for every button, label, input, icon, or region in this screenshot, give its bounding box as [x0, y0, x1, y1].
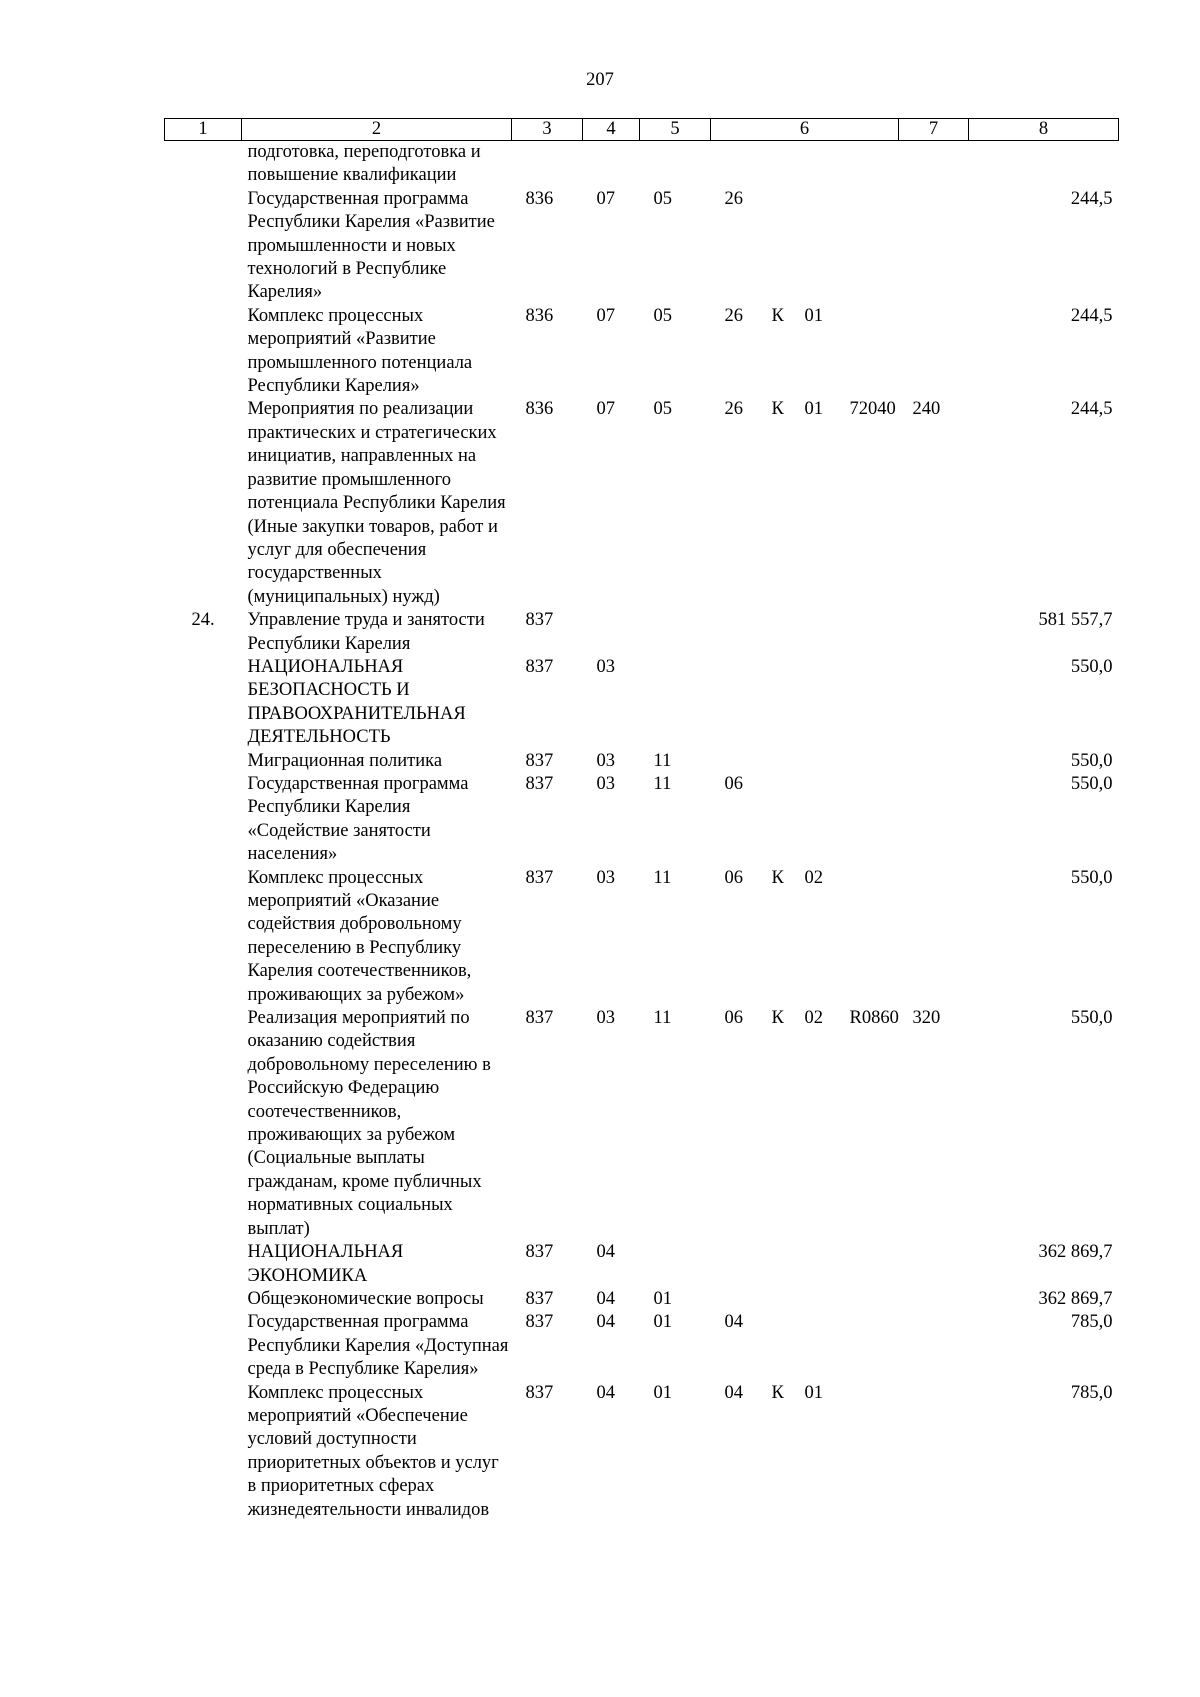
table-row	[165, 656, 1119, 750]
row-ministry-code: 836	[525, 305, 554, 326]
row-name: Государственная программа Республики Карелия «Доступная среда в Республике Карелия»	[247, 1312, 509, 1380]
row-expense-type	[899, 188, 969, 305]
row-subsection: 11	[653, 750, 672, 771]
row-subsection: 11	[653, 773, 672, 794]
row-number	[165, 398, 242, 609]
row-number	[165, 141, 242, 188]
row-section: 07	[596, 188, 615, 209]
row-expense-type	[899, 1382, 969, 1522]
row-subsection	[640, 1241, 711, 1288]
row-number	[165, 305, 242, 399]
column-header: 7	[899, 119, 969, 141]
row-name: Мероприятия по реализации практических и стратегических инициатив, направленных на развитие промышленного потенциала Республики Карелия (Иные закупки товаров, работ и услуг для обеспечения государственных (муниципальных) нужд)	[247, 399, 506, 607]
table-row	[165, 1241, 1119, 1288]
row-name: подготовка, переподготовка и повышение квалификации	[247, 142, 481, 186]
row-subsection	[640, 656, 711, 750]
row-ministry-code: 837	[525, 610, 554, 631]
row-ministry-code: 837	[525, 656, 554, 677]
row-sum: 244,5	[1070, 188, 1113, 209]
table-row	[165, 1007, 1119, 1241]
row-number: 24.	[191, 610, 215, 631]
row-name: Общеэкономические вопросы	[247, 1288, 484, 1309]
row-expense-type	[899, 750, 969, 773]
row-subsection	[640, 609, 711, 656]
row-section: 04	[596, 1242, 615, 1263]
row-program: 04	[724, 1382, 743, 1403]
row-subsection: 11	[653, 867, 672, 888]
row-direction	[836, 141, 899, 188]
column-header: 4	[583, 119, 640, 141]
row-subsection: 01	[653, 1288, 672, 1309]
column-header: 1	[165, 119, 242, 141]
row-program-letter	[758, 750, 791, 773]
row-sum: 785,0	[1070, 1382, 1113, 1403]
row-expense-type	[899, 141, 969, 188]
table-row	[165, 398, 1119, 609]
row-number	[165, 867, 242, 1007]
row-direction	[836, 609, 899, 656]
row-expense-type	[899, 1241, 969, 1288]
row-program: 06	[724, 867, 743, 888]
row-ministry-code	[512, 141, 583, 188]
column-header: 5	[640, 119, 711, 141]
row-program-item	[791, 188, 836, 305]
row-expense-type: 320	[912, 1008, 941, 1029]
row-ministry-code: 836	[525, 188, 554, 209]
row-program: 26	[724, 399, 743, 420]
row-program-item	[791, 750, 836, 773]
row-name: Миграционная политика	[247, 750, 443, 771]
row-program-item	[791, 1241, 836, 1288]
row-direction: R0860	[849, 1008, 899, 1029]
row-ministry-code: 837	[525, 750, 554, 771]
row-expense-type	[899, 1311, 969, 1381]
row-direction	[836, 773, 899, 867]
row-name: Комплекс процессных мероприятий «Обеспечение условий доступности приоритетных объектов и услуг в приоритетных сферах жизнедеятельности инвалидов	[247, 1382, 499, 1520]
row-sum: 581 557,7	[1038, 610, 1113, 631]
row-subsection: 11	[653, 1008, 672, 1029]
row-program-item	[791, 609, 836, 656]
column-header: 6	[711, 119, 899, 141]
row-subsection: 05	[653, 188, 672, 209]
row-direction	[836, 188, 899, 305]
table-row	[165, 1382, 1119, 1522]
row-sum	[969, 141, 1119, 188]
row-section: 03	[596, 867, 615, 888]
row-subsection: 05	[653, 305, 672, 326]
row-program: 26	[724, 305, 743, 326]
row-number	[165, 1311, 242, 1381]
row-direction	[836, 1382, 899, 1522]
row-name: Государственная программа Республики Карелия «Содействие занятости населения»	[247, 773, 469, 865]
row-section: 03	[596, 656, 615, 677]
row-program-item: 01	[804, 305, 823, 326]
row-number	[165, 656, 242, 750]
row-ministry-code: 837	[525, 1312, 554, 1333]
row-program-item	[791, 141, 836, 188]
row-section: 04	[596, 1382, 615, 1403]
row-section	[583, 609, 640, 656]
row-program-item	[791, 1311, 836, 1381]
row-number	[165, 1382, 242, 1522]
row-section	[583, 141, 640, 188]
row-direction	[836, 1288, 899, 1311]
row-program	[711, 141, 758, 188]
row-program-letter	[758, 609, 791, 656]
row-program-item: 01	[804, 1382, 823, 1403]
row-direction	[836, 1311, 899, 1381]
row-number	[165, 750, 242, 773]
row-program: 06	[724, 773, 743, 794]
row-name: НАЦИОНАЛЬНАЯ ЭКОНОМИКА	[247, 1242, 404, 1286]
row-sum: 550,0	[1070, 867, 1113, 888]
row-direction	[836, 656, 899, 750]
row-section: 03	[596, 1008, 615, 1029]
row-name: Комплекс процессных мероприятий «Развитие промышленного потенциала Республики Карелия»	[247, 305, 473, 397]
row-subsection: 05	[653, 399, 672, 420]
row-expense-type	[899, 867, 969, 1007]
column-header: 3	[512, 119, 583, 141]
row-program-letter	[758, 141, 791, 188]
row-ministry-code: 837	[525, 1242, 554, 1263]
row-number	[165, 1288, 242, 1311]
column-header: 2	[242, 119, 512, 141]
budget-table	[164, 118, 1119, 1522]
table-row	[165, 141, 1119, 188]
row-section: 04	[596, 1312, 615, 1333]
row-program	[711, 1288, 758, 1311]
row-direction	[836, 867, 899, 1007]
row-program-item	[791, 656, 836, 750]
row-program	[711, 656, 758, 750]
table-body	[165, 141, 1119, 1522]
row-section: 03	[596, 773, 615, 794]
row-section: 07	[596, 399, 615, 420]
row-ministry-code: 836	[525, 399, 554, 420]
table-row	[165, 188, 1119, 305]
table-row	[165, 1311, 1119, 1381]
row-direction: 72040	[849, 399, 896, 420]
row-ministry-code: 837	[525, 1382, 554, 1403]
row-program	[711, 1241, 758, 1288]
page-number: 207	[586, 70, 614, 90]
table-row	[165, 750, 1119, 773]
row-program-letter	[758, 188, 791, 305]
row-number	[165, 773, 242, 867]
table-row	[165, 609, 1119, 656]
table-row	[165, 867, 1119, 1007]
row-sum: 785,0	[1070, 1312, 1113, 1333]
row-expense-type	[899, 609, 969, 656]
row-sum: 362 869,7	[1038, 1288, 1113, 1309]
row-number	[165, 1241, 242, 1288]
row-sum: 550,0	[1070, 773, 1113, 794]
column-header: 8	[969, 119, 1119, 141]
row-sum: 550,0	[1070, 656, 1113, 677]
row-sum: 550,0	[1070, 1008, 1113, 1029]
row-program: 06	[724, 1008, 743, 1029]
row-program-letter	[758, 1311, 791, 1381]
row-section: 04	[596, 1288, 615, 1309]
row-program-item	[791, 1288, 836, 1311]
row-number	[165, 1007, 242, 1241]
row-program-letter: К	[771, 399, 784, 420]
row-section: 07	[596, 305, 615, 326]
row-direction	[836, 305, 899, 399]
row-name: Реализация мероприятий по оказанию содействия добровольному переселению в Российскую Федерацию соотечественников, проживающих за рубежом (Социальные выплаты гражданам, кроме публичных нормативных социальных выплат)	[247, 1008, 491, 1239]
row-name: Управление труда и занятости Республики Карелия	[247, 610, 485, 654]
row-ministry-code: 837	[525, 867, 554, 888]
row-sum: 550,0	[1070, 750, 1113, 771]
row-subsection	[640, 141, 711, 188]
row-name: Комплекс процессных мероприятий «Оказание содействия добровольному переселению в Республику Карелия соотечественников, проживающих за рубежом»	[247, 867, 472, 1005]
row-program-letter	[758, 1288, 791, 1311]
row-program: 04	[724, 1312, 743, 1333]
row-program-letter: К	[771, 305, 784, 326]
row-direction	[836, 750, 899, 773]
row-name: НАЦИОНАЛЬНАЯ БЕЗОПАСНОСТЬ И ПРАВООХРАНИТЕЛЬНАЯ ДЕЯТЕЛЬНОСТЬ	[247, 656, 466, 748]
row-sum: 244,5	[1070, 399, 1113, 420]
row-program	[711, 750, 758, 773]
row-program-letter	[758, 773, 791, 867]
row-ministry-code: 837	[525, 1008, 554, 1029]
row-program-letter: К	[771, 1382, 784, 1403]
row-sum: 244,5	[1070, 305, 1113, 326]
row-program-letter: К	[771, 867, 784, 888]
row-subsection: 01	[653, 1382, 672, 1403]
row-program-item: 02	[804, 1008, 823, 1029]
row-ministry-code: 837	[525, 773, 554, 794]
row-program-letter: К	[771, 1008, 784, 1029]
row-program-letter	[758, 656, 791, 750]
table-row	[165, 1288, 1119, 1311]
row-expense-type	[899, 305, 969, 399]
row-expense-type: 240	[912, 399, 941, 420]
table-row	[165, 305, 1119, 399]
row-program-item	[791, 773, 836, 867]
row-section: 03	[596, 750, 615, 771]
row-expense-type	[899, 773, 969, 867]
row-expense-type	[899, 1288, 969, 1311]
row-subsection: 01	[653, 1312, 672, 1333]
row-expense-type	[899, 656, 969, 750]
row-name: Государственная программа Республики Карелия «Развитие промышленности и новых технологий в Республике Карелия»	[247, 188, 495, 303]
row-ministry-code: 837	[525, 1288, 554, 1309]
row-program-letter	[758, 1241, 791, 1288]
row-direction	[836, 1241, 899, 1288]
row-program: 26	[724, 188, 743, 209]
row-program	[711, 609, 758, 656]
row-number	[165, 188, 242, 305]
table-header-row	[165, 119, 1119, 141]
row-program-item: 02	[804, 867, 823, 888]
row-program-item: 01	[804, 399, 823, 420]
table-row	[165, 773, 1119, 867]
row-sum: 362 869,7	[1038, 1242, 1113, 1263]
